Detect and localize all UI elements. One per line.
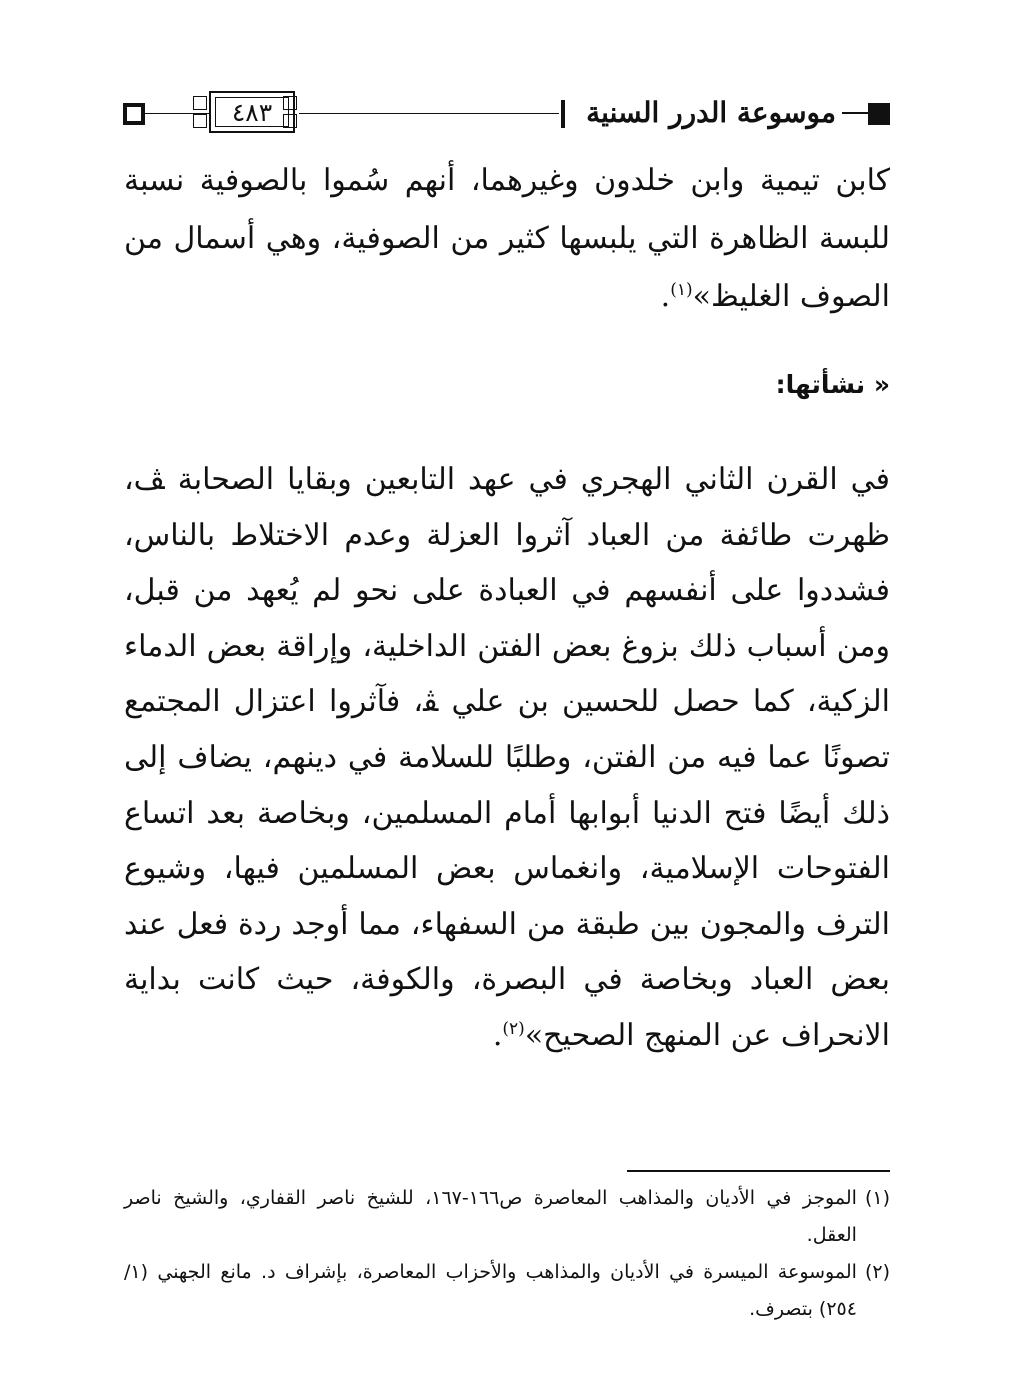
footnote xyxy=(124,1254,890,1328)
header-ornament-right xyxy=(283,96,297,128)
footnote-ref-1: (١) xyxy=(670,280,693,300)
page-number: ٤٨٣ xyxy=(231,97,273,127)
footnote-text: الموجز في الأديان والمذاهب المعاصرة ص١٦٦-١٦٧، للشيخ ناصر القفاري، والشيخ ناصر العقل. xyxy=(124,1187,857,1246)
header-rule-middle xyxy=(299,113,559,114)
footnotes xyxy=(124,1180,890,1328)
header-divider-bar xyxy=(561,100,565,128)
header-ornament-left xyxy=(193,96,207,128)
footnote-number: (٢) xyxy=(864,1261,890,1283)
footnote-ref-2: (٢) xyxy=(502,1018,525,1039)
paragraph-continued: كابن تيمية وابن خلدون وغيرهما، أنهم سُموا بالصوفية نسبة للبسة الظاهرة التي يلبسها كثير من الصوفية، وهي أسمال من الصوف الغليظ»$^{(١)}$. xyxy=(124,163,890,314)
section-heading: « نشأتها: xyxy=(775,370,890,399)
footnote xyxy=(124,1180,890,1254)
header-rule-right xyxy=(842,112,868,114)
page-header xyxy=(123,88,890,144)
footnote-text: الموسوعة الميسرة في الأديان والمذاهب والأحزاب المعاصرة، بإشراف د. مانع الجهني (١/ ٢٥٤) بتصرف. xyxy=(124,1261,857,1320)
header-square-filled xyxy=(868,103,890,125)
footnote-separator xyxy=(627,1170,890,1172)
book-title: موسوعة الدرر السنية xyxy=(576,88,846,138)
footnote-number: (١) xyxy=(864,1187,890,1209)
header-square-outline xyxy=(123,103,145,125)
paragraph-origin: في القرن الثاني الهجري في عهد التابعين وبقايا الصحابة ﭫ، ظهرت طائفة من العباد آثروا العزلة وعدم الاختلاط بالناس، فشددوا على أنفسهم في العبادة على نحو لم يُعهد من قبل، ومن أسباب ذلك بزوغ بعض الفتن الداخلية، وإراقة بعض الدماء الزكية، كما حصل للحسين بن علي ﭭ، فآثروا اعتزال المجتمع تصونًا عما فيه من الفتن، وطلبًا للسلامة في دينهم، يضاف إلى ذلك أيضًا فتح الدنيا أبوابها أمام المسلمين، وبخاصة بعد اتساع الفتوحات الإسلامية، وانغماس بعض المسلمين فيها، وشيوع الترف والمجون بين طبقة من السفهاء، مما أوجد ردة فعل عند بعض العباد وبخاصة في البصرة، والكوفة، حيث كانت بداية الانحراف عن المنهج الصحيح»$^{(٢)}$. xyxy=(124,462,890,1053)
